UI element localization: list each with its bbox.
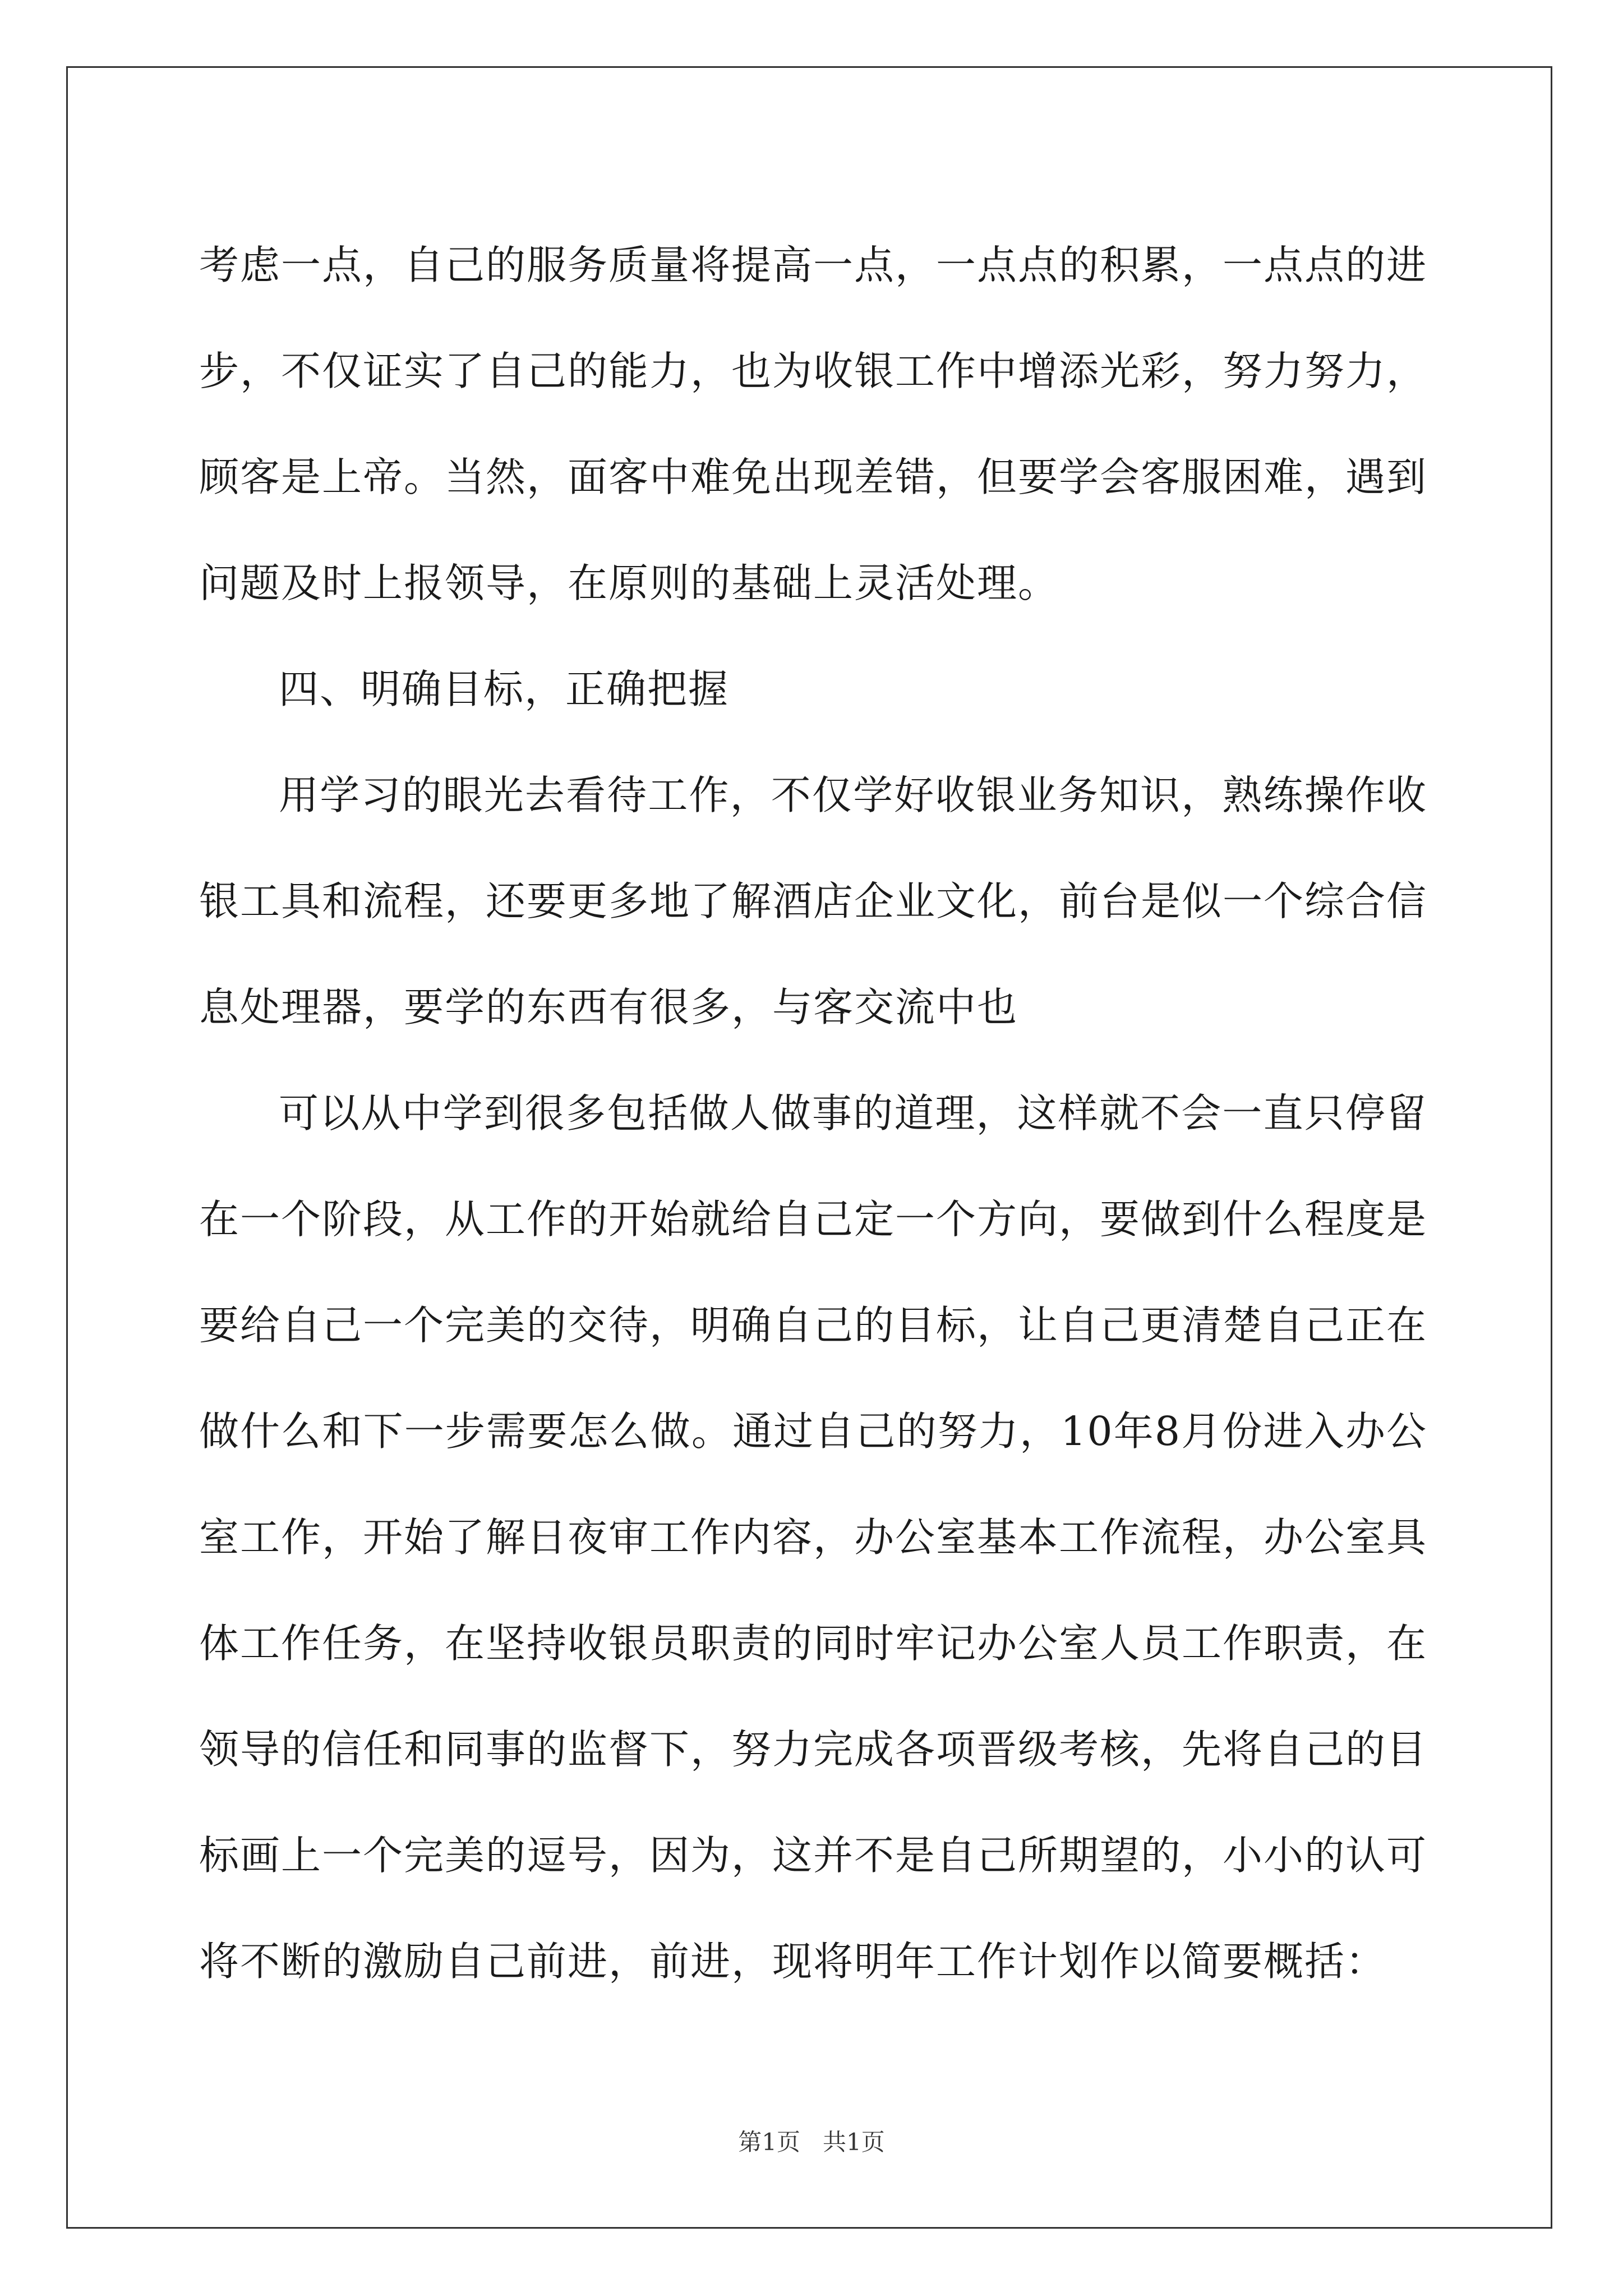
document-body bbox=[199, 212, 1427, 2014]
paragraph-2: 用学习的眼光去看待工作，不仅学好收银业务知识，熟练操作收银工具和流程，还要更多地了解酒店企业文化，前台是似一个综合信息处理器，要学的东西有很多，与客交流中也 bbox=[199, 772, 1428, 1030]
paragraph-1: 考虑一点，自己的服务质量将提高一点，一点点的积累，一点点的进步，不仅证实了自己的能力，也为收银工作中增添光彩，努力努力，顾客是上帝。当然，面客中难免出现差错，但要学会客服困难，遇到问题及时上报领导，在原则的基础上灵活处理。 bbox=[199, 242, 1428, 606]
paragraph-3: 可以从中学到很多包括做人做事的道理，这样就不会一直只停留在一个阶段，从工作的开始就给自己定一个方向，要做到什么程度是要给自己一个完美的交待，明确自己的目标，让自己更清楚自己正在做什么和下一步需要怎么做。通过自己的努力，10年8月份进入办公室工作，开始了解日夜审工作内容，办公室基本工作流程，办公室具体工作任务，在坚持收银员职责的同时牢记办公室人员工作职责，在领导的信任和同事的监督下，努力完成各项晋级考核，先将自己的目标画上一个完美的逗号，因为，这并不是自己所期望的，小小的认可将不断的激励自己前进，前进，现将明年工作计划作以简要概括： bbox=[199, 1090, 1428, 1985]
page-footer: 第1页 共1页 bbox=[738, 2128, 885, 2156]
section-heading: 四、明确目标，正确把握 bbox=[279, 666, 730, 712]
